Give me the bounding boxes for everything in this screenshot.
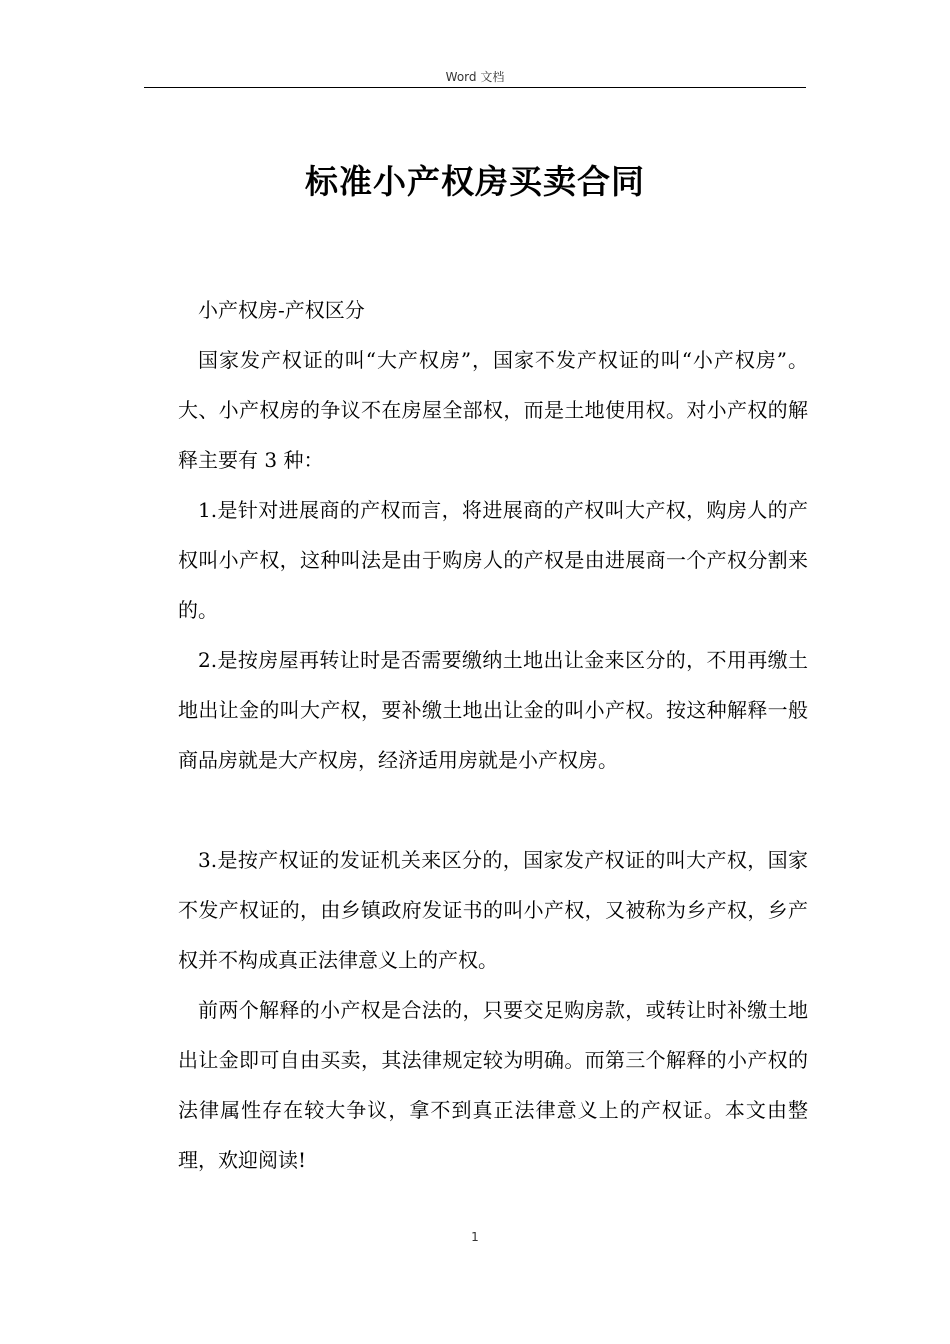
paragraph-intro: 国家发产权证的叫“大产权房”，国家不发产权证的叫“小产权房”。大、小产权房的争议不在房屋全部权，而是土地使用权。对小产权的解释主要有 3 种： <box>178 348 808 472</box>
header-divider <box>144 87 806 88</box>
document-body <box>178 285 808 1185</box>
paragraph-conclusion: 前两个解释的小产权是合法的，只要交足购房款，或转让时补缴土地出让金即可自由买卖，其法律规定较为明确。而第三个解释的小产权的法律属性存在较大争议，拿不到真正法律意义上的产权证。本文由整理，欢迎阅读! <box>178 998 808 1172</box>
paragraph-explanation-2: 2.是按房屋再转让时是否需要缴纳土地出让金来区分的，不用再缴土地出让金的叫大产权，要补缴土地出让金的叫小产权。按这种解释一般商品房就是大产权房，经济适用房就是小产权房。 <box>178 648 808 772</box>
blank-line <box>178 785 808 835</box>
page-number: 1 <box>471 1230 479 1244</box>
paragraph-explanation-1: 1.是针对进展商的产权而言，将进展商的产权叫大产权，购房人的产权叫小产权，这种叫法是由于购房人的产权是由进展商一个产权分割来的。 <box>178 498 808 622</box>
page-header: Word 文档 <box>445 70 505 84</box>
document-title: 标准小产权房买卖合同 <box>305 162 645 201</box>
paragraph-section-heading: 小产权房-产权区分 <box>198 298 365 322</box>
paragraph-explanation-3: 3.是按产权证的发证机关来区分的，国家发产权证的叫大产权，国家不发产权证的，由乡镇政府发证书的叫小产权，又被称为乡产权，乡产权并不构成真正法律意义上的产权。 <box>178 848 808 972</box>
